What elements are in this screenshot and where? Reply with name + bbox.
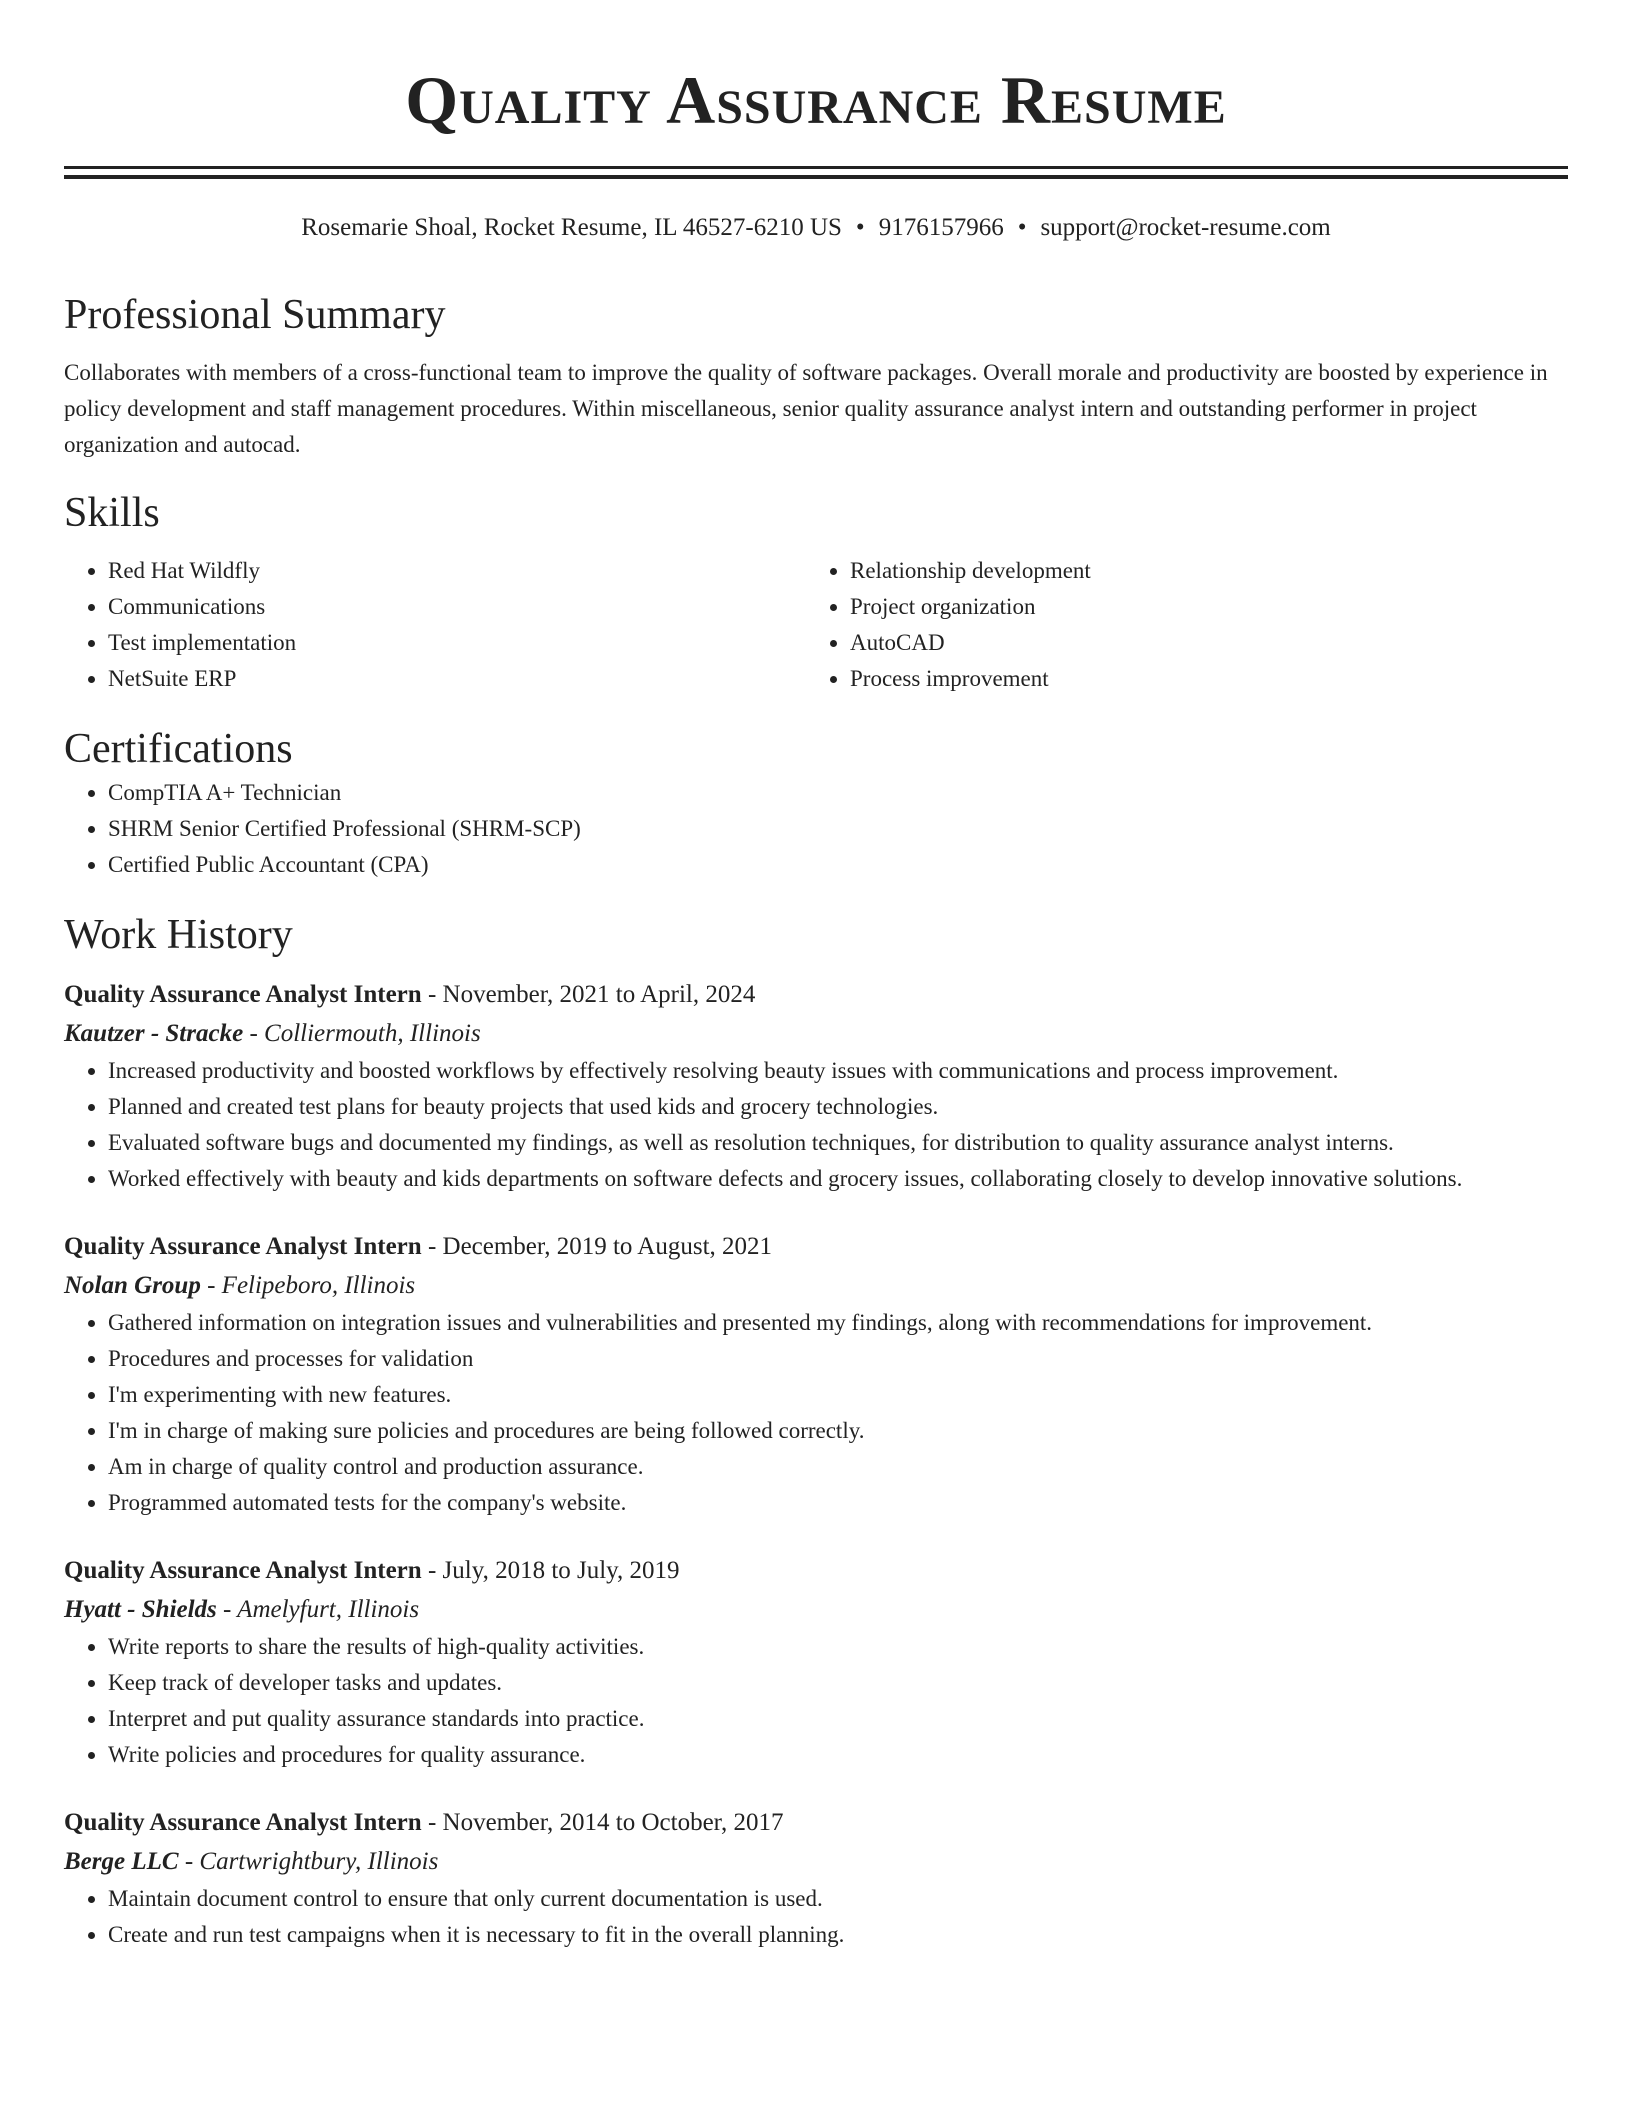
summary-text: Collaborates with members of a cross-functional team to improve the quality of software packages. Overall morale and productivity are boosted by experience in policy development and staff management procedures. Within miscellaneous, senior quality assurance analyst intern and outstanding performer in project organization and autocad. — [64, 360, 1548, 457]
job-duties-list — [64, 1305, 1568, 1521]
job-title-line — [64, 1551, 1568, 1591]
contact-separator: • — [855, 214, 865, 241]
job-company-line — [64, 1267, 1568, 1305]
job-location: - Amelyfurt, Illinois — [216, 1596, 420, 1623]
job-title-line — [64, 1227, 1568, 1267]
job-company: Kautzer - Stracke — [64, 1020, 244, 1047]
job-company-line — [64, 1591, 1568, 1629]
job-duty-item: • Interpret and put quality assurance standards into practice. — [108, 1701, 1568, 1737]
contact-line — [64, 211, 1568, 245]
summary-heading: Professional Summary — [64, 292, 446, 338]
contact-email: support@rocket-resume.com — [1040, 214, 1331, 241]
certifications-heading: Certifications — [64, 726, 293, 772]
job-entry — [64, 975, 1568, 1197]
title-divider-top — [64, 166, 1568, 169]
job-duty-item: • Procedures and processes for validation — [108, 1341, 1568, 1377]
job-role: Quality Assurance Analyst Intern — [64, 1557, 422, 1584]
skill-item: • Test implementation — [108, 625, 806, 661]
job-duty-item: • I'm in charge of making sure policies and procedures are being followed correctly. — [108, 1413, 1568, 1449]
job-role: Quality Assurance Analyst Intern — [64, 1233, 422, 1260]
job-duties-list — [64, 1881, 1568, 1953]
job-duty-item: • Create and run test campaigns when it is necessary to fit in the overall planning. — [108, 1917, 1568, 1953]
job-duty-item: • Worked effectively with beauty and kids departments on software defects and grocery issues, collaborating closely to develop innovative solutions. — [108, 1161, 1568, 1197]
job-location: - Colliermouth, Illinois — [243, 1020, 481, 1047]
job-duty-item: • Increased productivity and boosted workflows by effectively resolving beauty issues with communications and process improvement. — [108, 1053, 1568, 1089]
contact-separator: • — [1017, 214, 1027, 241]
job-duty-item: • Gathered information on integration issues and vulnerabilities and presented my findings, along with recommendations for improvement. — [108, 1305, 1568, 1341]
job-duty-item: • Write reports to share the results of high-quality activities. — [108, 1629, 1568, 1665]
skills-heading: Skills — [64, 490, 160, 536]
skills-list-left — [64, 553, 806, 697]
skills-list-right — [806, 553, 1548, 697]
job-duties-list — [64, 1053, 1568, 1197]
document-title: Quality Assurance Resume — [405, 62, 1227, 138]
skill-item: • Communications — [108, 589, 806, 625]
skills-column-left — [64, 553, 806, 697]
job-title-line — [64, 975, 1568, 1015]
job-duty-item: • Evaluated software bugs and documented my findings, as well as resolution techniques, for distribution to quality assurance analyst interns. — [108, 1125, 1568, 1161]
skill-item: • AutoCAD — [850, 625, 1548, 661]
job-dates: - July, 2018 to July, 2019 — [421, 1557, 680, 1584]
job-dates: - November, 2021 to April, 2024 — [421, 981, 756, 1008]
job-duty-item: • Keep track of developer tasks and updates. — [108, 1665, 1568, 1701]
job-company: Berge LLC — [64, 1848, 179, 1875]
skill-item: • NetSuite ERP — [108, 661, 806, 697]
job-dates: - December, 2019 to August, 2021 — [421, 1233, 773, 1260]
certifications-list — [64, 775, 1568, 883]
skill-item: • Relationship development — [850, 553, 1548, 589]
skill-item: • Project organization — [850, 589, 1548, 625]
job-company-line — [64, 1843, 1568, 1881]
job-duty-item: • Am in charge of quality control and production assurance. — [108, 1449, 1568, 1485]
job-entry — [64, 1227, 1568, 1521]
job-location: - Cartwrightbury, Illinois — [178, 1848, 439, 1875]
job-title-line — [64, 1803, 1568, 1843]
job-company: Hyatt - Shields — [64, 1596, 217, 1623]
contact-phone: 9176157966 — [878, 214, 1004, 241]
certification-item: • SHRM Senior Certified Professional (SHRM-SCP) — [108, 811, 1568, 847]
work-history-heading: Work History — [64, 912, 293, 958]
skills-grid — [64, 553, 1568, 697]
job-duty-item: • I'm experimenting with new features. — [108, 1377, 1568, 1413]
job-company: Nolan Group — [64, 1272, 201, 1299]
job-company-line — [64, 1015, 1568, 1053]
contact-address: Rosemarie Shoal, Rocket Resume, IL 46527-6210 US — [301, 214, 842, 241]
skill-item: • Process improvement — [850, 661, 1548, 697]
job-entry — [64, 1551, 1568, 1773]
job-duty-item: • Programmed automated tests for the company's website. — [108, 1485, 1568, 1521]
job-duty-item: • Write policies and procedures for quality assurance. — [108, 1737, 1568, 1773]
certification-item: • Certified Public Accountant (CPA) — [108, 847, 1568, 883]
skill-item: • Red Hat Wildfly — [108, 553, 806, 589]
job-duty-item: • Planned and created test plans for beauty projects that used kids and grocery technologies. — [108, 1089, 1568, 1125]
job-role: Quality Assurance Analyst Intern — [64, 981, 422, 1008]
job-role: Quality Assurance Analyst Intern — [64, 1809, 422, 1836]
job-duty-item: • Maintain document control to ensure that only current documentation is used. — [108, 1881, 1568, 1917]
skills-column-right — [806, 553, 1548, 697]
job-entry — [64, 1803, 1568, 1953]
job-duties-list — [64, 1629, 1568, 1773]
job-location: - Felipeboro, Illinois — [200, 1272, 416, 1299]
title-divider-bottom — [64, 175, 1568, 179]
job-dates: - November, 2014 to October, 2017 — [421, 1809, 784, 1836]
certification-item: • CompTIA A+ Technician — [108, 775, 1568, 811]
